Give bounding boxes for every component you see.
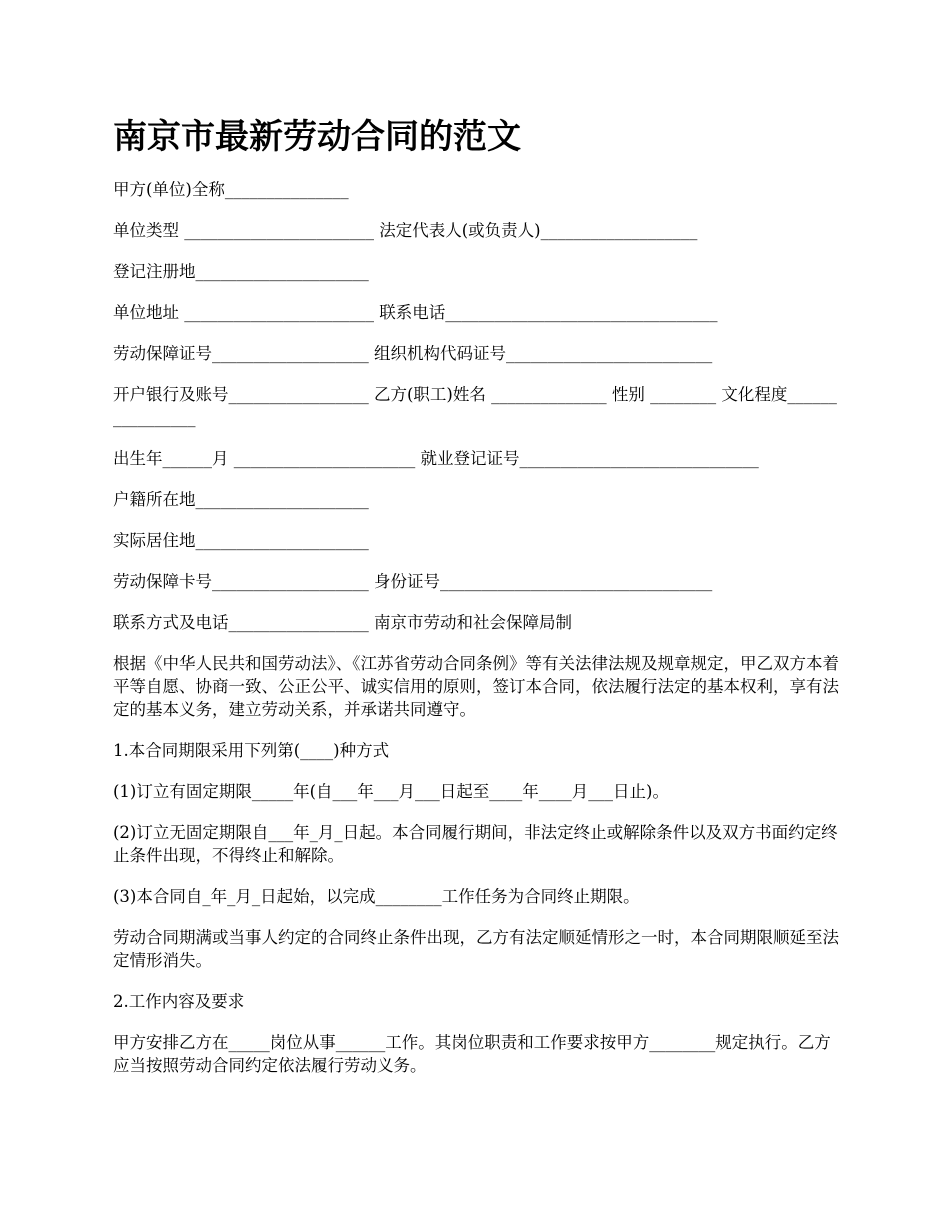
field-labor-card-id: 劳动保障卡号___________________ 身份证号_________________________________ bbox=[113, 572, 713, 591]
section-contract-term: 1.本合同期限采用下列第(____)种方式 bbox=[113, 741, 390, 760]
field-contact-issuer: 联系方式及电话_________________ 南京市劳动和社会保障局制 bbox=[113, 613, 572, 632]
field-labor-cert-org-code: 劳动保障证号___________________ 组织机构代码证号_________________________ bbox=[113, 344, 713, 363]
field-unit-type-legal-rep: 单位类型 _______________________ 法定代表人(或负责人)___________________ bbox=[113, 221, 698, 240]
field-birth-employment-cert: 出生年______月 ______________________ 就业登记证号_____________________________ bbox=[113, 449, 759, 468]
field-actual-residence: 实际居住地_____________________ bbox=[113, 531, 369, 550]
field-registration-place: 登记注册地_____________________ bbox=[113, 262, 369, 281]
document-page bbox=[113, 112, 840, 1095]
clause-fixed-term: (1)订立有固定期限_____年(自___年___月___日起至____年____月___日止)。 bbox=[113, 782, 669, 801]
clause-task-term: (3)本合同自_年_月_日起始，以完成________工作任务为合同终止期限。 bbox=[113, 887, 640, 906]
clause-open-term: (2)订立无固定期限自___年_月_日起。本合同履行期间，非法定终止或解除条件以及双方书面约定终止条件出现，不得终止和解除。 bbox=[113, 823, 838, 865]
field-employer-name: 甲方(单位)全称_______________ bbox=[113, 180, 349, 199]
paragraph-work-assignment: 甲方安排乙方在_____岗位从事______工作。其岗位职责和工作要求按甲方________规定执行。乙方应当按照劳动合同约定依法履行劳动义务。 bbox=[113, 1033, 831, 1075]
section-work-content: 2.工作内容及要求 bbox=[113, 992, 245, 1011]
field-household-registration: 户籍所在地_____________________ bbox=[113, 490, 369, 509]
field-address-phone: 单位地址 _______________________ 联系电话_________________________________ bbox=[113, 303, 718, 322]
document-title: 南京市最新劳动合同的范文 bbox=[113, 117, 521, 157]
paragraph-preamble: 根据《中华人民共和国劳动法》、《江苏省劳动合同条例》等有关法律法规及规章规定，甲乙双方本着平等自愿、协商一致、公正公平、诚实信用的原则，签订本合同，依法履行法定的基本权利，享有法定的基本义务，建立劳动关系，并承诺共同遵守。 bbox=[113, 654, 839, 719]
paragraph-extension: 劳动合同期满或当事人约定的合同终止条件出现，乙方有法定顺延情形之一时，本合同期限顺延至法定情形消失。 bbox=[113, 928, 839, 970]
field-bank-employee-info: 开户银行及账号_________________ 乙方(职工)姓名 ______________ 性别 ________ 文化程度________________ bbox=[113, 385, 837, 427]
